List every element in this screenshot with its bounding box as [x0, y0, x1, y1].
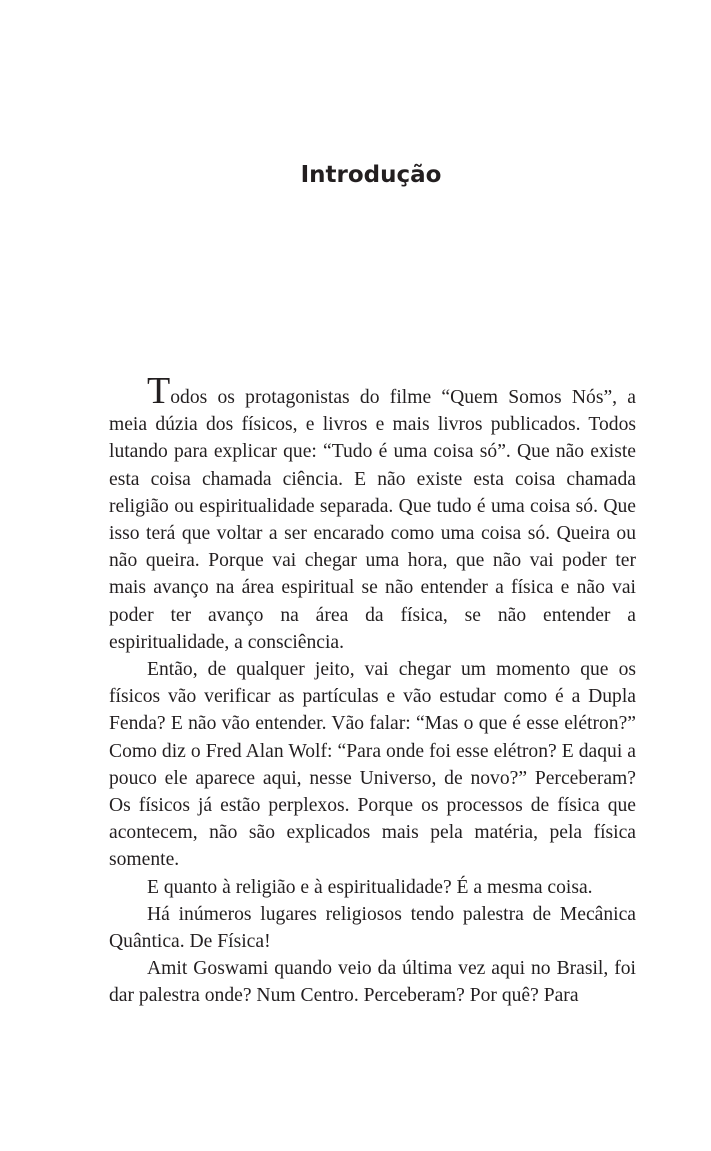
drop-cap: T	[147, 370, 171, 412]
paragraph-4: Há inúmeros lugares religiosos tendo palestra de Mecânica Quântica. De Física!	[109, 903, 636, 953]
paragraph-1	[109, 370, 636, 656]
paragraph-3: E quanto à religião e à espiritualidade? É a mesma coisa.	[147, 876, 593, 898]
paragraph-1-text: odos os protagonistas do filme “Quem Somos Nós”, a meia dúzia dos físicos, e livros e mais livros publicados. Todos lutando para explicar que: “Tudo é uma coisa só”. Que não existe esta coisa chamada ciência. E não existe esta coisa chamada religião ou espiritualidade separada. Que tudo é uma coisa só. Que isso terá que voltar a ser encarado como uma coisa só. Queira ou não queira. Porque vai chegar uma hora, que não vai poder ter mais avanço na área espiritual se não entender a física e não vai poder ter avanço na área da física, se não entender a espiritualidade, a consciência.	[109, 387, 636, 653]
chapter-title: Introdução	[300, 162, 442, 188]
paragraph-5: Amit Goswami quando veio da última vez aqui no Brasil, foi dar palestra onde? Num Centro. Perceberam? Por quê? Para	[109, 958, 636, 1007]
paragraph-2: Então, de qualquer jeito, vai chegar um momento que os físicos vão verificar as partículas e vão estudar como é a Dupla Fenda? E não vão entender. Vão falar: “Mas o que é esse elétron?” Como diz o Fred Alan Wolf: “Para onde foi esse elétron? E daqui a pouco ele aparece aqui, nesse Universo, de novo?” Perceberam? Os físicos já estão perplexos. Porque os processos de física que acontecem, não são explicados mais pela matéria, pela física somente.	[109, 659, 636, 871]
chapter-body	[109, 370, 636, 1010]
